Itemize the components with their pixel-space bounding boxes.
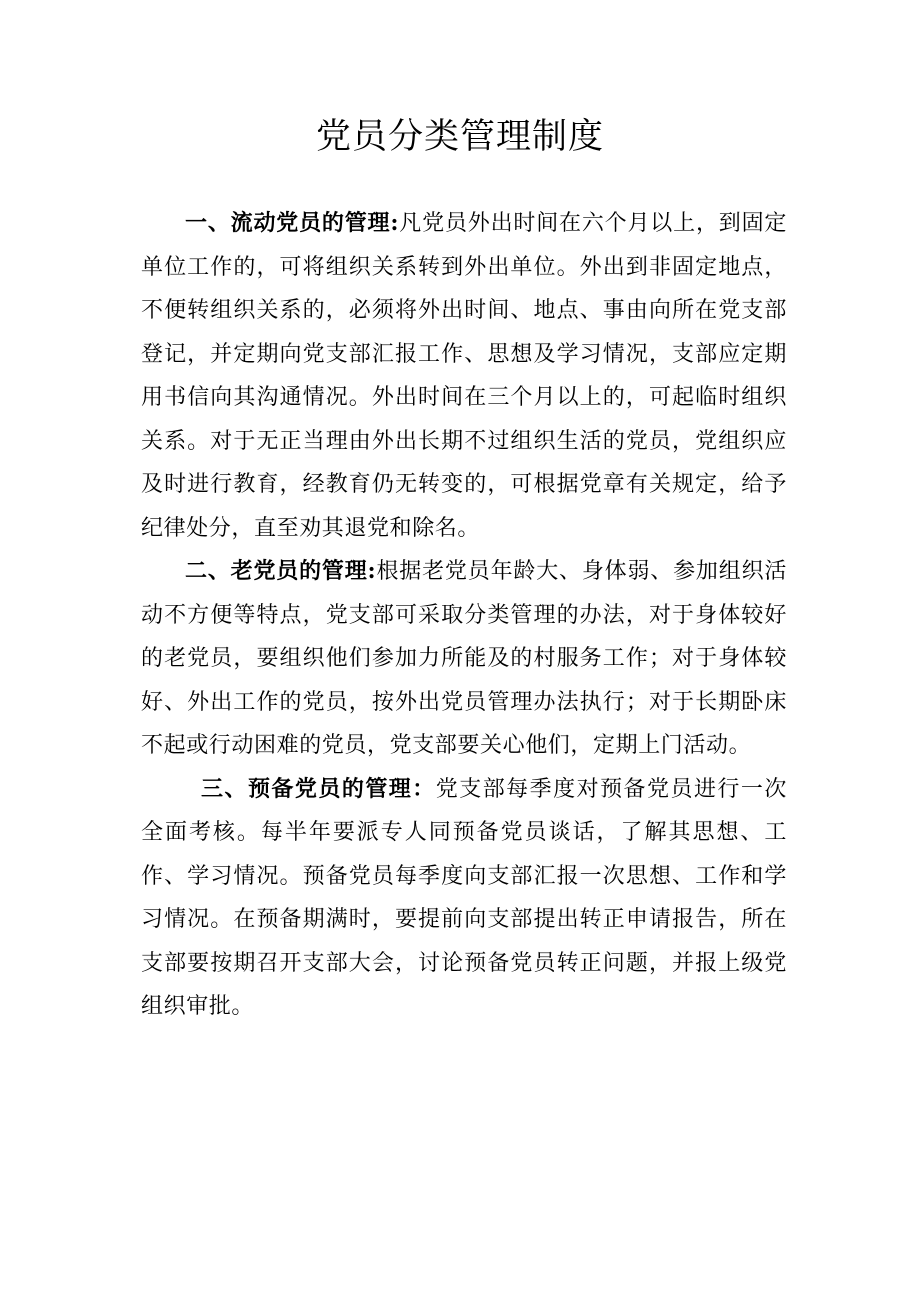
paragraph-senior-members — [141, 550, 787, 768]
paragraph-text: 凡党员外出时间在六个月以上，到固定单位工作的，可将组织关系转到外出单位。外出到非固定地点，不便转组织关系的，必须将外出时间、地点、事由向所在党支部登记，并定期向党支部汇报工作、思想及学习情况，支部应定期用书信向其沟通情况。外出时间在三个月以上的，可起临时组织关系。对于无正当理由外出长期不过组织生活的党员，党组织应及时进行教育，经教育仍无转变的，可根据党章有关规定，给予纪律处分，直至劝其退党和除名。 — [141, 211, 788, 541]
paragraph-heading: 三、预备党员的管理： — [201, 775, 436, 802]
paragraph-floating-members — [141, 202, 787, 550]
paragraph-probationary-members — [141, 768, 787, 1029]
paragraph-heading: 一、流动党员的管理: — [185, 210, 400, 236]
paragraph-heading: 二、老党员的管理: — [185, 558, 377, 584]
paragraph-text: 根据老党员年龄大、身体弱、参加组织活动不方便等特点，党支部可采取分类管理的办法，对于身体较好的老党员，要组织他们参加力所能及的村服务工作；对于身体较好、外出工作的党员，按外出党员管理办法执行；对于长期卧床不起或行动困难的党员，党支部要关心他们，定期上门活动。 — [141, 559, 787, 758]
paragraph-text: 党支部每季度对预备党员进行一次全面考核。每半年要派专人同预备党员谈话，了解其思想、工作、学习情况。预备党员每季度向支部汇报一次思想、工作和学习情况。在预备期满时，要提前向支部提出转正申请报告，所在支部要按期召开支部大会，讨论预备党员转正问题，并报上级党组织审批。 — [141, 776, 787, 1019]
document-body — [141, 202, 787, 1029]
document-title: 党员分类管理制度 — [315, 117, 604, 157]
